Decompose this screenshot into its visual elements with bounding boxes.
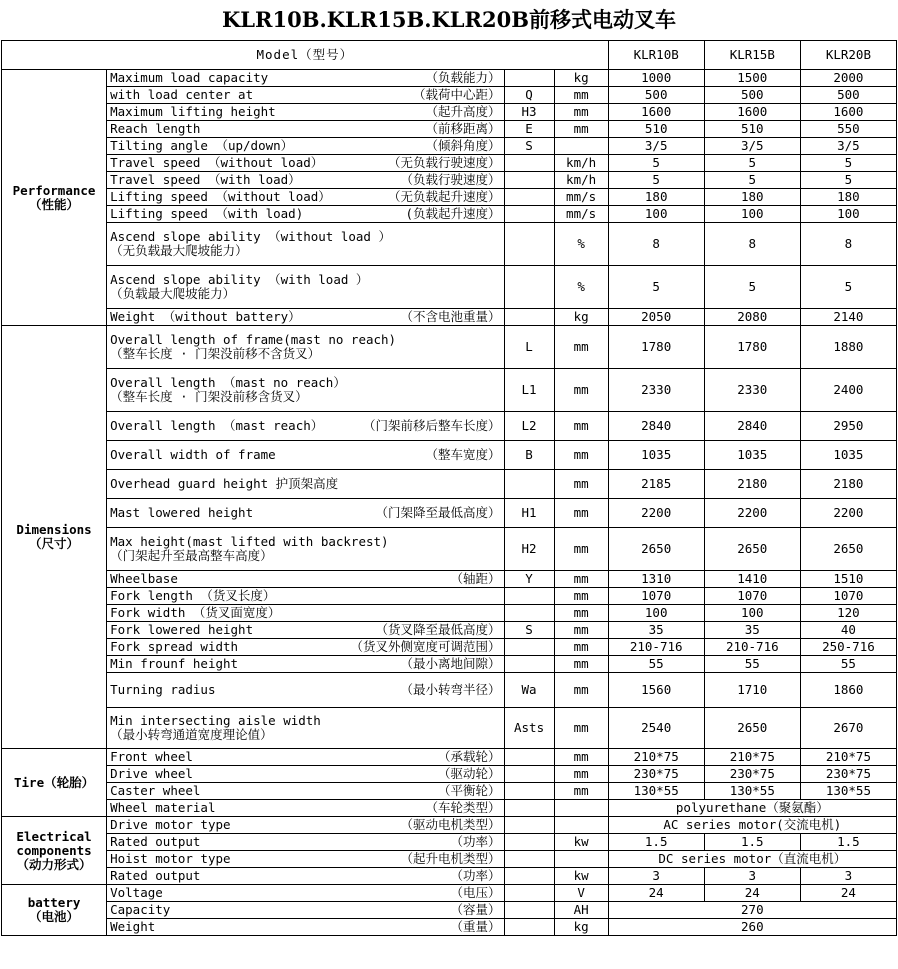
value-klr15b: 2330 — [704, 369, 800, 412]
row-symbol: S — [504, 622, 554, 639]
table-row — [2, 528, 897, 571]
row-symbol — [504, 656, 554, 673]
table-header-row — [2, 41, 897, 70]
value-klr10b: 5 — [608, 172, 704, 189]
group-tire: Tire（轮胎） — [2, 749, 107, 817]
row-symbol — [504, 470, 554, 499]
row-symbol: L1 — [504, 369, 554, 412]
table-row — [2, 588, 897, 605]
value-klr20b: 2180 — [800, 470, 896, 499]
row-unit: mm — [554, 605, 608, 622]
value-klr10b: 1310 — [608, 571, 704, 588]
row-unit: mm — [554, 622, 608, 639]
table-row — [2, 766, 897, 783]
value-klr15b: 210*75 — [704, 749, 800, 766]
row-symbol: Y — [504, 571, 554, 588]
row-unit — [554, 817, 608, 834]
table-row — [2, 206, 897, 223]
value-merged: DC series motor（直流电机） — [608, 851, 896, 868]
value-klr20b: 130*55 — [800, 783, 896, 800]
column-header-klr20b: KLR20B — [800, 41, 896, 70]
row-label: Tilting angle （up/down） （倾斜角度） — [107, 138, 504, 155]
table-row — [2, 266, 897, 309]
value-klr20b: 3/5 — [800, 138, 896, 155]
row-label: Overall length of frame(mast no reach) （整车长度 · 门架没前移不含货叉） — [107, 326, 504, 369]
row-unit — [554, 800, 608, 817]
row-unit: % — [554, 223, 608, 266]
value-klr15b: 2840 — [704, 412, 800, 441]
value-klr10b: 210*75 — [608, 749, 704, 766]
value-klr20b: 180 — [800, 189, 896, 206]
value-klr10b: 5 — [608, 155, 704, 172]
row-unit: mm — [554, 470, 608, 499]
value-klr10b: 130*55 — [608, 783, 704, 800]
row-label: Wheelbase （轴距） — [107, 571, 504, 588]
group-electrical-en2: components — [16, 842, 92, 858]
row-label: Caster wheel （平衡轮） — [107, 783, 504, 800]
value-klr20b: 210*75 — [800, 749, 896, 766]
value-klr20b: 2200 — [800, 499, 896, 528]
value-klr20b: 5 — [800, 172, 896, 189]
table-row — [2, 470, 897, 499]
row-label: Fork width （货叉面宽度） — [107, 605, 504, 622]
row-symbol: Wa — [504, 673, 554, 708]
row-symbol — [504, 749, 554, 766]
row-label: Front wheel （承载轮） — [107, 749, 504, 766]
row-unit: mm — [554, 656, 608, 673]
value-klr15b: 510 — [704, 121, 800, 138]
value-klr20b: 1510 — [800, 571, 896, 588]
row-unit: km/h — [554, 172, 608, 189]
row-symbol: H2 — [504, 528, 554, 571]
value-klr15b: 100 — [704, 605, 800, 622]
value-klr10b: 35 — [608, 622, 704, 639]
row-label: Overall length （mast reach） （门架前移后整车长度） — [107, 412, 504, 441]
row-label: Wheel material （车轮类型） — [107, 800, 504, 817]
value-klr15b: 2080 — [704, 309, 800, 326]
row-label: Rated output （功率） — [107, 834, 504, 851]
value-klr20b: 1600 — [800, 104, 896, 121]
value-klr10b: 1560 — [608, 673, 704, 708]
row-unit: mm — [554, 326, 608, 369]
value-klr20b: 3 — [800, 868, 896, 885]
row-unit: AH — [554, 902, 608, 919]
row-symbol: Asts — [504, 708, 554, 749]
value-klr20b: 250-716 — [800, 639, 896, 656]
value-klr15b: 1500 — [704, 70, 800, 87]
value-klr15b: 3 — [704, 868, 800, 885]
row-symbol — [504, 766, 554, 783]
row-unit: mm/s — [554, 206, 608, 223]
value-klr15b: 1070 — [704, 588, 800, 605]
value-klr15b: 1410 — [704, 571, 800, 588]
row-label: with load center at （载荷中心距） — [107, 87, 504, 104]
value-klr20b: 24 — [800, 885, 896, 902]
value-klr10b: 100 — [608, 605, 704, 622]
row-label: Fork length （货叉长度） — [107, 588, 504, 605]
row-label: Lifting speed （without load） （无负载起升速度） — [107, 189, 504, 206]
value-klr15b: 5 — [704, 172, 800, 189]
row-symbol: B — [504, 441, 554, 470]
table-row — [2, 571, 897, 588]
value-klr20b: 55 — [800, 656, 896, 673]
value-klr15b: 3/5 — [704, 138, 800, 155]
row-label: Rated output （功率） — [107, 868, 504, 885]
value-klr15b: 1710 — [704, 673, 800, 708]
table-row — [2, 441, 897, 470]
table-row — [2, 155, 897, 172]
value-klr10b: 24 — [608, 885, 704, 902]
row-label: Maximum load capacity （负载能力） — [107, 70, 504, 87]
row-symbol: Q — [504, 87, 554, 104]
value-klr10b: 3/5 — [608, 138, 704, 155]
group-battery-en: battery — [27, 895, 81, 910]
value-klr15b: 500 — [704, 87, 800, 104]
row-symbol — [504, 817, 554, 834]
value-klr15b: 1035 — [704, 441, 800, 470]
row-symbol — [504, 223, 554, 266]
row-symbol — [504, 902, 554, 919]
row-unit — [554, 138, 608, 155]
row-unit: mm — [554, 766, 608, 783]
value-klr10b: 1780 — [608, 326, 704, 369]
value-klr20b: 1070 — [800, 588, 896, 605]
row-symbol — [504, 70, 554, 87]
row-label: Hoist motor type （起升电机类型） — [107, 851, 504, 868]
value-klr15b: 210-716 — [704, 639, 800, 656]
value-merged: 270 — [608, 902, 896, 919]
value-klr20b: 8 — [800, 223, 896, 266]
row-label: Voltage （电压） — [107, 885, 504, 902]
group-dimensions-cn: （尺寸） — [29, 536, 80, 551]
row-label: Drive motor type （驱动电机类型） — [107, 817, 504, 834]
value-klr20b: 100 — [800, 206, 896, 223]
value-klr10b: 1035 — [608, 441, 704, 470]
value-klr20b: 2140 — [800, 309, 896, 326]
table-row — [2, 817, 897, 834]
value-klr10b: 1.5 — [608, 834, 704, 851]
row-symbol: H1 — [504, 499, 554, 528]
column-header-klr15b: KLR15B — [704, 41, 800, 70]
value-klr10b: 3 — [608, 868, 704, 885]
value-klr15b: 2180 — [704, 470, 800, 499]
value-klr20b: 230*75 — [800, 766, 896, 783]
value-klr20b: 40 — [800, 622, 896, 639]
value-klr15b: 1780 — [704, 326, 800, 369]
row-unit: mm — [554, 441, 608, 470]
value-klr15b: 180 — [704, 189, 800, 206]
row-label: Travel speed （with load） （负载行驶速度） — [107, 172, 504, 189]
row-symbol — [504, 851, 554, 868]
table-row — [2, 783, 897, 800]
row-label: Lifting speed （with load) (负载起升速度） — [107, 206, 504, 223]
value-klr10b: 230*75 — [608, 766, 704, 783]
value-klr10b: 5 — [608, 266, 704, 309]
table-row — [2, 673, 897, 708]
value-klr20b: 550 — [800, 121, 896, 138]
row-label: Maximum lifting height （起升高度） — [107, 104, 504, 121]
value-klr20b: 2000 — [800, 70, 896, 87]
row-label: Capacity （容量） — [107, 902, 504, 919]
table-row — [2, 104, 897, 121]
value-klr10b: 2185 — [608, 470, 704, 499]
value-klr15b: 1600 — [704, 104, 800, 121]
table-row — [2, 499, 897, 528]
value-klr10b: 210-716 — [608, 639, 704, 656]
row-unit: mm — [554, 571, 608, 588]
row-unit: mm/s — [554, 189, 608, 206]
group-dimensions — [2, 326, 107, 749]
row-unit: mm — [554, 87, 608, 104]
group-performance-en: Performance — [12, 182, 96, 198]
table-row — [2, 138, 897, 155]
table-row — [2, 708, 897, 749]
row-label: Max height(mast lifted with backrest) （门架起升至最高整车高度） — [107, 528, 504, 571]
row-symbol — [504, 155, 554, 172]
value-klr20b: 5 — [800, 266, 896, 309]
row-symbol: E — [504, 121, 554, 138]
value-klr15b: 100 — [704, 206, 800, 223]
row-symbol — [504, 189, 554, 206]
value-klr20b: 1035 — [800, 441, 896, 470]
row-unit: % — [554, 266, 608, 309]
row-unit: V — [554, 885, 608, 902]
row-unit: mm — [554, 499, 608, 528]
row-symbol — [504, 605, 554, 622]
table-row — [2, 902, 897, 919]
row-label: Ascend slope ability （without load ） （无负载最大爬坡能力） — [107, 223, 504, 266]
specification-table — [1, 40, 897, 936]
row-label: Min frounf height （最小离地间隙） — [107, 656, 504, 673]
row-label: Turning radius （最小转弯半径） — [107, 673, 504, 708]
row-unit: mm — [554, 528, 608, 571]
value-klr10b: 1000 — [608, 70, 704, 87]
value-klr10b: 1600 — [608, 104, 704, 121]
value-klr10b: 500 — [608, 87, 704, 104]
row-symbol — [504, 172, 554, 189]
row-label: Overhead guard height 护顶架高度 — [107, 470, 504, 499]
page-title: KLR10B.KLR15B.KLR20B前移式电动叉车 — [222, 7, 676, 32]
value-klr10b: 1070 — [608, 588, 704, 605]
model-header-cell: Model（型号） — [2, 41, 609, 70]
row-unit: kw — [554, 868, 608, 885]
value-klr15b: 230*75 — [704, 766, 800, 783]
row-label: Ascend slope ability （with load ） （负载最大爬坡能力） — [107, 266, 504, 309]
group-electrical — [2, 817, 107, 885]
row-unit: km/h — [554, 155, 608, 172]
row-unit: kg — [554, 70, 608, 87]
value-klr15b: 2650 — [704, 708, 800, 749]
table-row — [2, 749, 897, 766]
table-row — [2, 800, 897, 817]
table-row — [2, 223, 897, 266]
value-klr20b: 120 — [800, 605, 896, 622]
row-unit: mm — [554, 783, 608, 800]
value-klr10b: 2540 — [608, 708, 704, 749]
table-row — [2, 309, 897, 326]
row-symbol — [504, 309, 554, 326]
row-unit: mm — [554, 639, 608, 656]
table-row — [2, 885, 897, 902]
row-symbol — [504, 639, 554, 656]
row-label: Overall length （mast no reach） （整车长度 · 门架没前移含货叉） — [107, 369, 504, 412]
group-performance-cn: （性能） — [29, 196, 80, 212]
row-symbol — [504, 800, 554, 817]
row-label: Fork spread width （货叉外侧宽度可调范围） — [107, 639, 504, 656]
table-row — [2, 189, 897, 206]
table-row — [2, 919, 897, 936]
row-symbol: L — [504, 326, 554, 369]
row-unit: mm — [554, 673, 608, 708]
value-klr15b: 2200 — [704, 499, 800, 528]
value-klr15b: 8 — [704, 223, 800, 266]
group-performance — [2, 70, 107, 326]
row-unit: kg — [554, 309, 608, 326]
row-unit: mm — [554, 708, 608, 749]
row-label: Travel speed （without load） （无负载行驶速度） — [107, 155, 504, 172]
value-klr15b: 55 — [704, 656, 800, 673]
group-electrical-cn: （动力形式） — [16, 856, 92, 872]
row-unit: kg — [554, 919, 608, 936]
row-label: Fork lowered height （货叉降至最低高度） — [107, 622, 504, 639]
table-row — [2, 605, 897, 622]
value-klr20b: 1880 — [800, 326, 896, 369]
value-klr10b: 2200 — [608, 499, 704, 528]
row-label: Mast lowered height （门架降至最低高度） — [107, 499, 504, 528]
value-klr20b: 5 — [800, 155, 896, 172]
table-row — [2, 656, 897, 673]
row-unit: mm — [554, 412, 608, 441]
table-row — [2, 369, 897, 412]
table-row — [2, 70, 897, 87]
value-klr15b: 35 — [704, 622, 800, 639]
group-battery-cn: （电池） — [29, 909, 80, 924]
value-merged: 260 — [608, 919, 896, 936]
row-unit: mm — [554, 369, 608, 412]
row-label: Weight （without battery） （不含电池重量） — [107, 309, 504, 326]
row-unit — [554, 851, 608, 868]
row-symbol — [504, 783, 554, 800]
table-row — [2, 622, 897, 639]
row-unit: mm — [554, 588, 608, 605]
row-label: Drive wheel （驱动轮） — [107, 766, 504, 783]
value-klr15b: 1.5 — [704, 834, 800, 851]
value-klr15b: 5 — [704, 266, 800, 309]
row-symbol — [504, 868, 554, 885]
table-row — [2, 868, 897, 885]
value-merged: polyurethane（聚氨酯） — [608, 800, 896, 817]
table-row — [2, 87, 897, 104]
row-symbol — [504, 885, 554, 902]
table-row — [2, 639, 897, 656]
row-label: Overall width of frame （整车宽度） — [107, 441, 504, 470]
value-klr20b: 500 — [800, 87, 896, 104]
row-unit: mm — [554, 104, 608, 121]
row-label: Reach length （前移距离） — [107, 121, 504, 138]
value-klr10b: 180 — [608, 189, 704, 206]
row-unit: mm — [554, 121, 608, 138]
value-klr20b: 1860 — [800, 673, 896, 708]
table-row — [2, 412, 897, 441]
table-row — [2, 326, 897, 369]
table-row — [2, 834, 897, 851]
row-label: Weight （重量） — [107, 919, 504, 936]
row-symbol: H3 — [504, 104, 554, 121]
row-symbol — [504, 206, 554, 223]
value-klr10b: 2650 — [608, 528, 704, 571]
row-symbol: L2 — [504, 412, 554, 441]
value-klr10b: 2330 — [608, 369, 704, 412]
value-klr15b: 5 — [704, 155, 800, 172]
row-unit: mm — [554, 749, 608, 766]
group-battery — [2, 885, 107, 936]
value-klr10b: 100 — [608, 206, 704, 223]
table-row — [2, 121, 897, 138]
value-klr20b: 1.5 — [800, 834, 896, 851]
value-klr10b: 55 — [608, 656, 704, 673]
value-klr15b: 130*55 — [704, 783, 800, 800]
value-merged: AC series motor(交流电机) — [608, 817, 896, 834]
table-row — [2, 172, 897, 189]
value-klr20b: 2400 — [800, 369, 896, 412]
row-unit: kw — [554, 834, 608, 851]
value-klr10b: 2840 — [608, 412, 704, 441]
row-symbol: S — [504, 138, 554, 155]
row-symbol — [504, 266, 554, 309]
row-label: Min intersecting aisle width （最小转弯通道宽度理论值） — [107, 708, 504, 749]
value-klr20b: 2670 — [800, 708, 896, 749]
group-electrical-en: Electrical — [16, 828, 92, 844]
value-klr15b: 24 — [704, 885, 800, 902]
group-dimensions-en: Dimensions — [16, 522, 92, 537]
row-symbol — [504, 919, 554, 936]
column-header-klr10b: KLR10B — [608, 41, 704, 70]
value-klr20b: 2950 — [800, 412, 896, 441]
value-klr10b: 8 — [608, 223, 704, 266]
row-symbol — [504, 834, 554, 851]
value-klr15b: 2650 — [704, 528, 800, 571]
table-row — [2, 851, 897, 868]
row-symbol — [504, 588, 554, 605]
value-klr10b: 510 — [608, 121, 704, 138]
value-klr10b: 2050 — [608, 309, 704, 326]
value-klr20b: 2650 — [800, 528, 896, 571]
